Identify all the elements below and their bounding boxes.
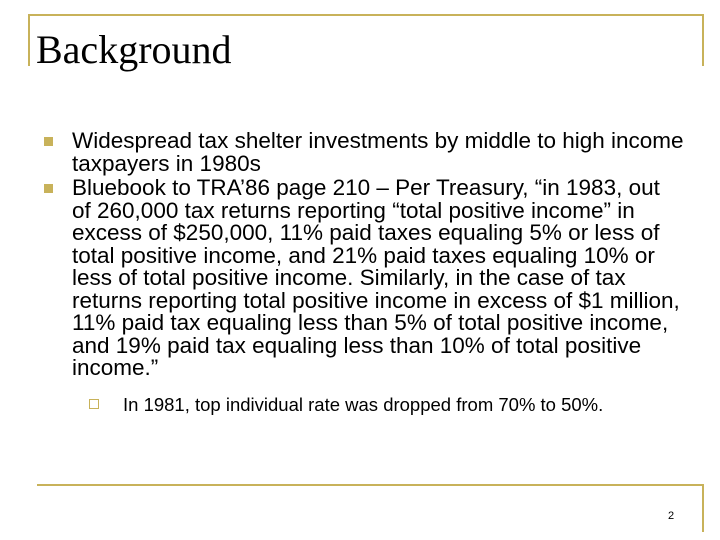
frame-bottom-right-tick: [702, 484, 704, 532]
frame-left-tick: [28, 14, 30, 66]
hollow-square-bullet-icon: [89, 399, 99, 409]
frame-bottom-line: [37, 484, 704, 486]
frame-right-tick: [702, 14, 704, 66]
bullet-list: [44, 130, 684, 416]
slide-title: Background: [36, 27, 232, 72]
bullet-text: Widespread tax shelter investments by middle to high income taxpayers in 1980s: [72, 128, 684, 176]
frame-top-line: [28, 14, 704, 16]
sub-bullet-text: In 1981, top individual rate was dropped from 70% to 50%.: [123, 393, 604, 415]
bullet-item-1: [44, 130, 684, 175]
sub-bullet-item: [89, 394, 684, 416]
bullet-item-2: [44, 177, 684, 380]
square-bullet-icon: [44, 184, 53, 193]
bullet-text: Bluebook to TRA’86 page 210 – Per Treasury, “in 1983, out of 260,000 tax returns reporting “total positive income” in excess of $250,000, 11% paid taxes equaling 5% or less of total positive income, and 21% paid taxes equaling 10% or less of total positive income. Similarly, in the case of tax returns reporting total positive income in excess of $1 million, 11% paid tax equaling less than 5% of total positive income, and 19% paid tax equaling less than 10% of total positive income.”: [72, 175, 680, 380]
square-bullet-icon: [44, 137, 53, 146]
page-number: 2: [668, 510, 675, 522]
